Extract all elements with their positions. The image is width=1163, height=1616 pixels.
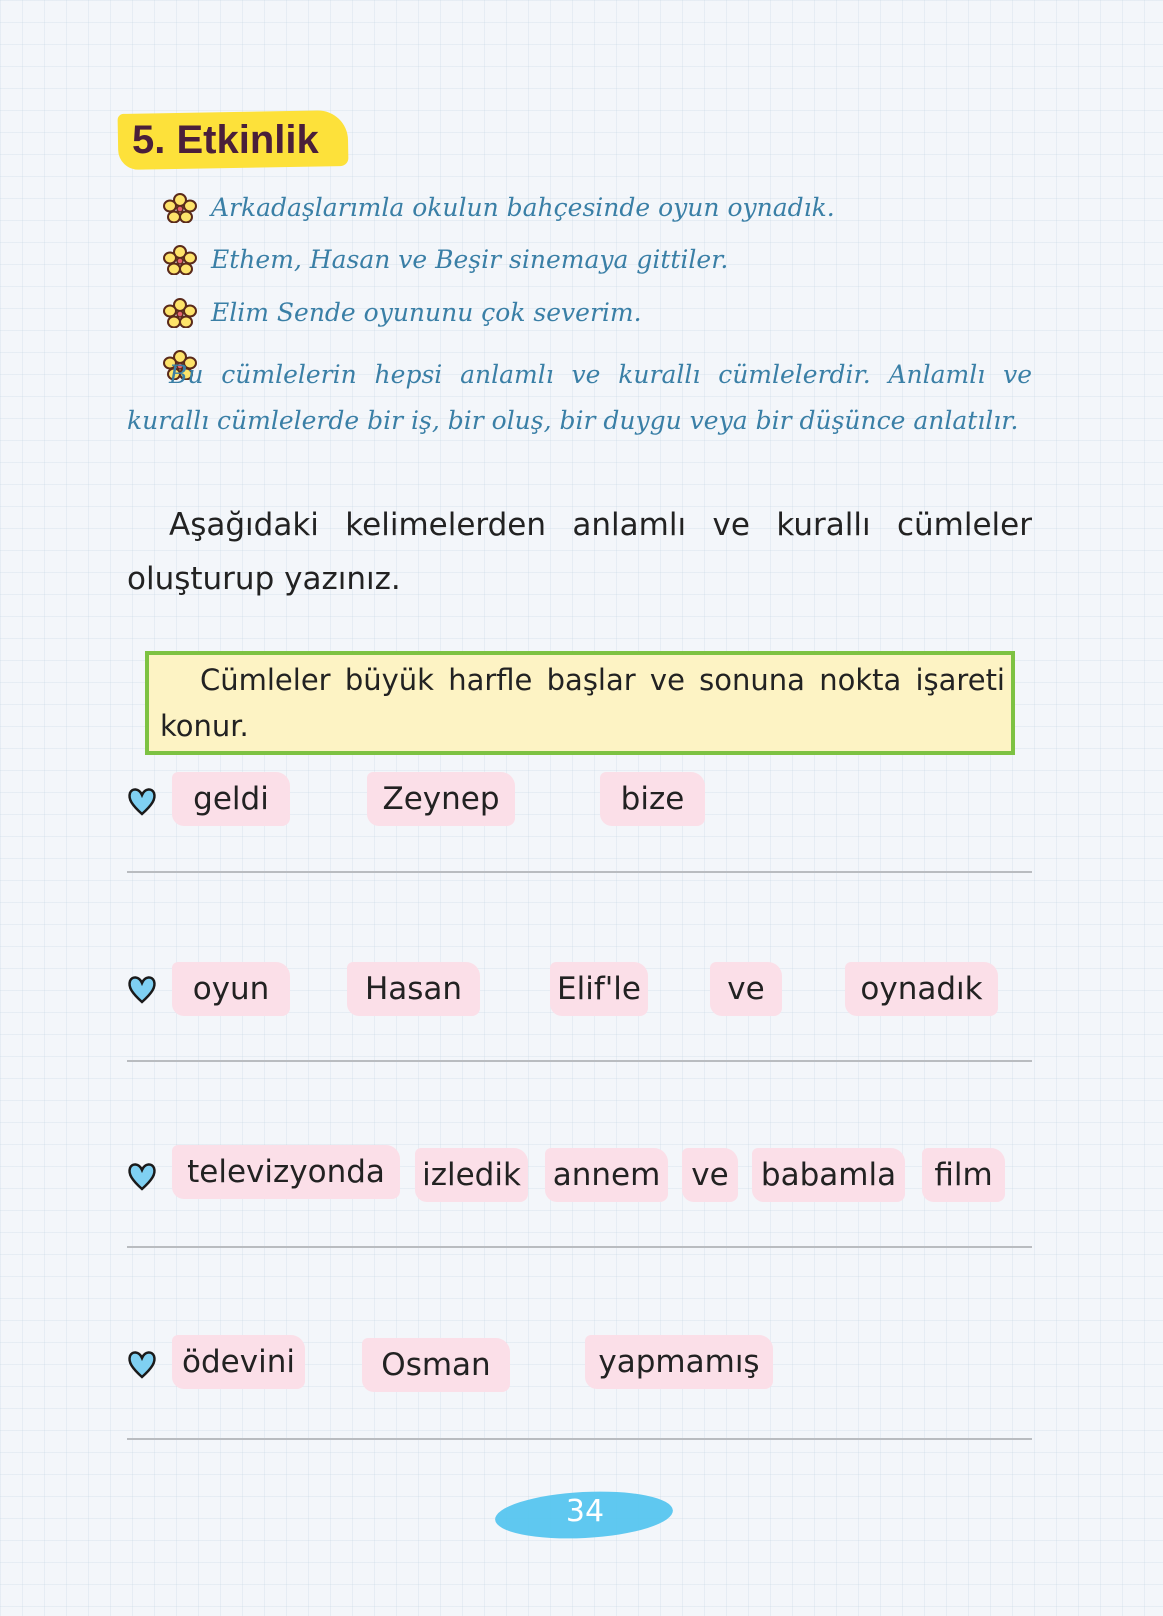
example-sentence: Ethem, Hasan ve Beşir sinemaya gittiler.: [211, 245, 729, 274]
answer-line[interactable]: [127, 871, 1032, 873]
word-chip: ve: [682, 1148, 738, 1202]
word-chip: film: [922, 1148, 1005, 1202]
word-chip: geldi: [172, 772, 290, 826]
word-chip: bize: [600, 772, 705, 826]
flower-icon: [163, 193, 197, 223]
word-chip: annem: [545, 1148, 668, 1202]
answer-line[interactable]: [127, 1438, 1032, 1440]
word-chip: Hasan: [347, 962, 480, 1016]
word-chip: Zeynep: [367, 772, 515, 826]
activity-title: 5. Etkinlik: [132, 118, 319, 162]
heart-icon: [126, 785, 158, 817]
flower-icon: [163, 245, 197, 275]
page-number: 34: [565, 1494, 605, 1529]
word-chip: televizyonda: [172, 1145, 400, 1199]
heart-icon: [126, 1160, 158, 1192]
word-chip: Osman: [362, 1338, 510, 1392]
flower-icon: [163, 298, 197, 328]
answer-line[interactable]: [127, 1060, 1032, 1062]
rule-note-text: Cümleler büyük harfle başlar ve sonuna nokta işareti konur.: [160, 663, 1005, 743]
instruction-text: Aşağıdaki kelimelerden anlamlı ve kurallı cümleler oluşturup yazınız.: [127, 507, 1032, 597]
word-chip: oynadık: [845, 962, 998, 1016]
word-chip: ödevini: [172, 1335, 305, 1389]
example-sentence: Arkadaşlarımla okulun bahçesinde oyun oynadık.: [211, 193, 835, 222]
explanation-text: Bu cümlelerin hepsi anlamlı ve kurallı cümlelerdir. Anlamlı ve kurallı cümlelerde bir iş, bir oluş, bir duygu veya bir düşünce anlatılır.: [127, 360, 1032, 435]
word-chip: izledik: [415, 1148, 528, 1202]
word-chip: yapmamış: [585, 1335, 773, 1389]
heart-icon: [126, 1348, 158, 1380]
answer-line[interactable]: [127, 1246, 1032, 1248]
example-sentence: Elim Sende oyununu çok severim.: [211, 298, 642, 327]
word-chip: ve: [710, 962, 782, 1016]
word-chip: oyun: [172, 962, 290, 1016]
word-chip: Elif'le: [550, 962, 648, 1016]
heart-icon: [126, 973, 158, 1005]
word-chip: babamla: [752, 1148, 905, 1202]
